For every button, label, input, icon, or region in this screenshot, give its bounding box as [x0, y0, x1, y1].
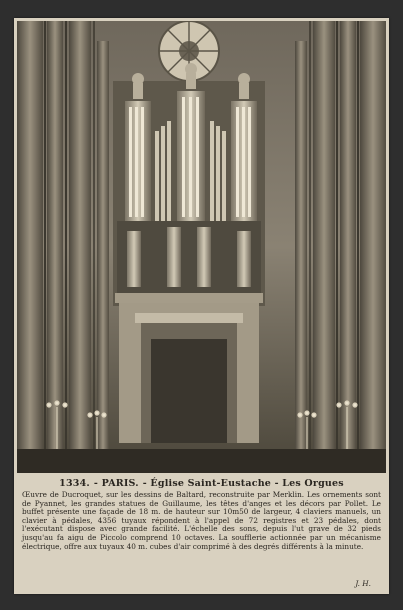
- organ-case: [113, 63, 265, 306]
- caption-body: Œuvre de Ducroquet, sur les dessins de Baltard, reconstruite par Merklin. Les ornements sont de Pyannet, les grandes statues de Guillaume, les têtes d'anges et les décors par Pollet. Le buffet présente une façade de 18 m. de hauteur sur 10m50 de largeur, 4 claviers manuels, un clavier à pédales, 4356 tuyaux répondent à l'appel de 72 registres et 23 pédales, dont l'exécutant dispose avec grande facilité. L'échelle des sons, depuis l'ut grave de 32 pieds jusqu'au fa aigu de Piccolo comprend 10 octaves. La soufflerie actionnée par un mécanisme électrique, offre aux tuyaux 40 m. cubes d'air comprimé à des degrés différents à la minute.: [22, 490, 381, 551]
- caption-city: - PARIS.: [93, 478, 139, 489]
- gallery-doorway: [119, 303, 259, 443]
- caption-title: [22, 478, 381, 489]
- postcard: [14, 18, 389, 594]
- church-organ-photo: [17, 21, 386, 473]
- caption: [22, 478, 381, 590]
- caption-number: 1334.: [59, 478, 90, 489]
- caption-initials: J. H.: [355, 579, 371, 588]
- pews: [17, 449, 386, 473]
- caption-subject: - Église Saint-Eustache - Les Orgues: [142, 478, 344, 489]
